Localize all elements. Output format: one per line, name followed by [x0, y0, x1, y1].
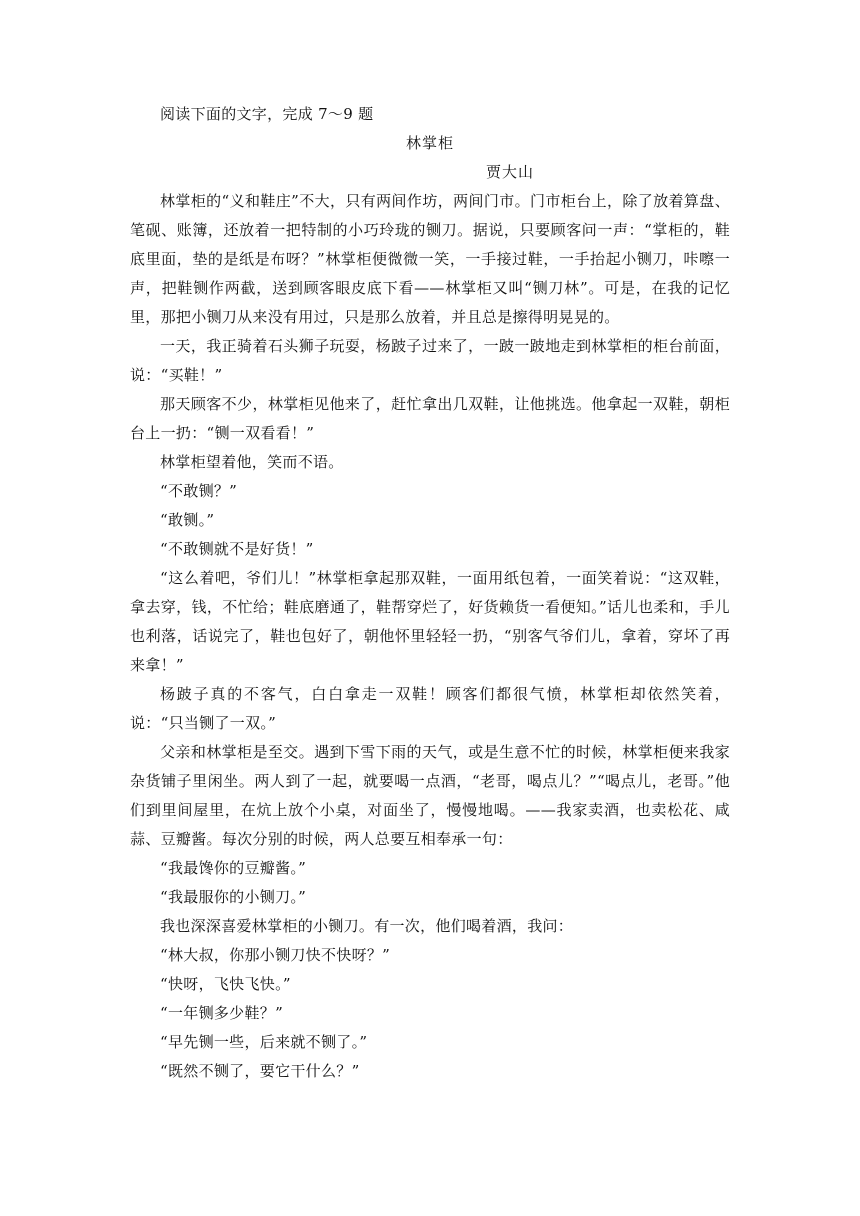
- document-page: [130, 100, 730, 1086]
- paragraph: 林掌柜望着他，笑而不语。: [160, 453, 344, 471]
- paragraph: 那天顾客不少，林掌柜见他来了，赶忙拿出几双鞋，让他挑选。他拿起一双鞋，朝柜台上一扔：“铡一双看看！”: [130, 395, 730, 442]
- paragraph: 我也深深喜爱林掌柜的小铡刀。有一次，他们喝着酒，我问：: [160, 917, 574, 935]
- dialogue-line: “不敢铡？”: [160, 482, 238, 500]
- paragraph: 一天，我正骑着石头狮子玩耍，杨跛子过来了，一跛一跛地走到林掌柜的柜台前面，说：“买鞋！”: [130, 337, 730, 384]
- dialogue-line: “敢铡。”: [160, 511, 215, 529]
- dialogue-line: “既然不铡了，要它干什么？”: [160, 1062, 360, 1080]
- paragraph: 父亲和林掌柜是至交。遇到下雪下雨的天气，或是生意不忙的时候，林掌柜便来我家杂货铺子里闲坐。两人到了一起，就要喝一点酒，“老哥，喝点儿？”“喝点儿，老哥。”他们到里间屋里，在炕上放个小桌，对面坐了，慢慢地喝。——我家卖酒，也卖松花、咸蒜、豆瓣酱。每次分别的时候，两人总要互相奉承一句：: [130, 743, 730, 848]
- story-title: 林掌柜: [405, 134, 454, 152]
- dialogue-line: “不敢铡就不是好货！”: [160, 540, 314, 558]
- dialogue-line: “快呀，飞快飞快。”: [160, 975, 291, 993]
- reading-instruction: 阅读下面的文字，完成 7～9 题: [160, 105, 374, 123]
- dialogue-line: “我最馋你的豆瓣酱。”: [160, 859, 307, 877]
- dialogue-line: “林大叔，你那小铡刀快不快呀？”: [160, 946, 391, 964]
- dialogue-line: “我最服你的小铡刀。”: [160, 888, 307, 906]
- paragraph: 杨跛子真的不客气，白白拿走一双鞋！顾客们都很气愤，林掌柜却依然笑着，说：“只当铡了一双。”: [130, 685, 730, 732]
- story-author: 贾大山: [485, 163, 534, 181]
- paragraph: “这么着吧，爷们儿！”林掌柜拿起那双鞋，一面用纸包着，一面笑着说：“这双鞋，拿去穿，钱，不忙给；鞋底磨通了，鞋帮穿烂了，好货赖货一看便知。”话儿也柔和，手儿也利落，话说完了，鞋也包好了，朝他怀里轻轻一扔，“别客气爷们儿，拿着，穿坏了再来拿！”: [130, 569, 730, 674]
- paragraph: 林掌柜的“义和鞋庄”不大，只有两间作坊，两间门市。门市柜台上，除了放着算盘、笔砚、账簿，还放着一把特制的小巧玲珑的铡刀。据说，只要顾客问一声：“掌柜的，鞋底里面，垫的是纸是布呀？”林掌柜便微微一笑，一手接过鞋，一手抬起小铡刀，咔嚓一声，把鞋铡作两截，送到顾客眼皮底下看——林掌柜又叫“铡刀林”。可是，在我的记忆里，那把小铡刀从来没有用过，只是那么放着，并且总是擦得明晃晃的。: [130, 192, 730, 326]
- dialogue-line: “一年铡多少鞋？”: [160, 1004, 284, 1022]
- dialogue-line: “早先铡一些，后来就不铡了。”: [160, 1033, 368, 1051]
